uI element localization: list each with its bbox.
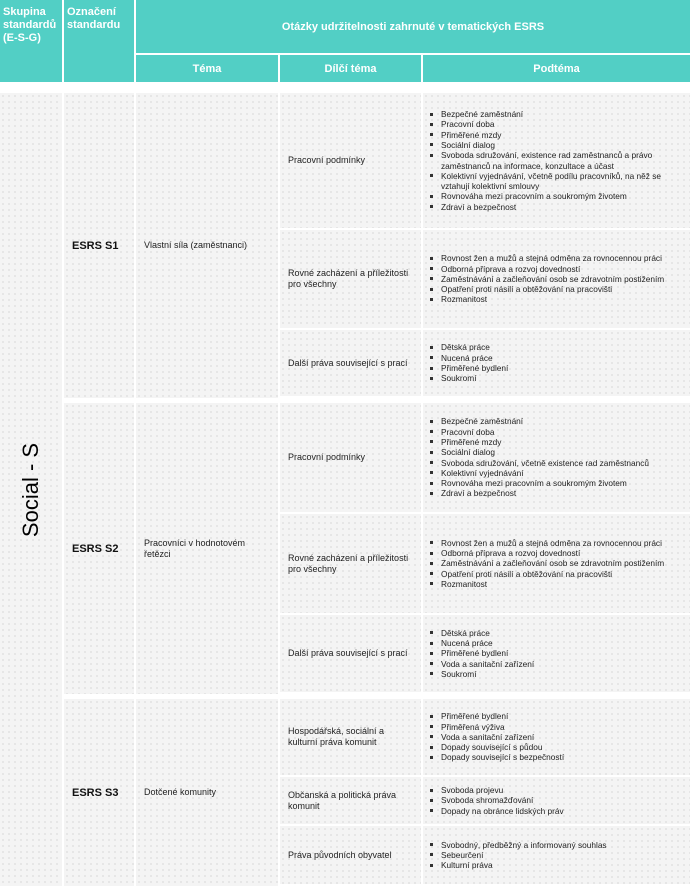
subtopic-item: Pracovní doba xyxy=(429,427,649,437)
header-col-podtema: Podtéma xyxy=(423,55,690,82)
subtopic-item: Svobodný, předběžný a informovaný souhlas xyxy=(429,840,607,850)
topic: Vlastní síla (zaměstnanci) xyxy=(136,93,278,398)
header-esrs-questions: Otázky udržitelnosti zahrnuté v tematických ESRS xyxy=(136,0,690,53)
topic: Dotčené komunity xyxy=(136,699,278,886)
subtopic-list xyxy=(429,785,564,816)
subtopic-item: Nucená práce xyxy=(429,353,508,363)
subtopic-item: Opatření proti násilí a obtěžování na pracovišti xyxy=(429,284,664,294)
subtopic-item: Rovnováha mezi pracovním a soukromým životem xyxy=(429,478,649,488)
subtopic-item: Nucená práce xyxy=(429,638,534,648)
subtopic-item: Dětská práce xyxy=(429,628,534,638)
subtopic-list-cell xyxy=(423,826,690,884)
subtopic-item: Zdraví a bezpečnost xyxy=(429,202,684,212)
subtopic-item: Bezpečné zaměstnání xyxy=(429,416,649,426)
subtopic-name: Pracovní podmínky xyxy=(280,403,421,512)
subtopic-item: Bezpečné zaměstnání xyxy=(429,109,684,119)
subtopic-item: Svoboda shromažďování xyxy=(429,795,564,805)
subtopic-list xyxy=(429,109,684,212)
subtopic-name: Rovné zacházení a příležitosti pro všechny xyxy=(280,230,421,328)
subtopic-item: Svoboda sdružování, existence rad zaměstnanců a právo zaměstnanců na informace, konzultace a účast xyxy=(429,150,684,171)
subtopic-item: Odborná příprava a rozvoj dovedností xyxy=(429,264,664,274)
subtopic-item: Přiměřená výživa xyxy=(429,722,564,732)
subtopic-item: Rozmanitost xyxy=(429,294,664,304)
subtopic-item: Rovnost žen a mužů a stejná odměna za rovnocennou práci xyxy=(429,538,664,548)
subtopic-item: Opatření proti násilí a obtěžování na pracovišti xyxy=(429,569,664,579)
subtopic-item: Odborná příprava a rozvoj dovedností xyxy=(429,548,664,558)
subtopic-item: Dopady související s půdou xyxy=(429,742,564,752)
subtopic-item: Zaměstnávání a začleňování osob se zdravotním postižením xyxy=(429,558,664,568)
subtopic-list xyxy=(429,416,649,498)
subtopic-list xyxy=(429,253,664,304)
subtopic-item: Přiměřené bydlení xyxy=(429,363,508,373)
subtopic-list-cell xyxy=(423,615,690,692)
subtopic-item: Dopady na obránce lidských práv xyxy=(429,806,564,816)
subtopic-item: Sebeurčení xyxy=(429,850,607,860)
subtopic-list-cell xyxy=(423,514,690,613)
subtopic-item: Rovnováha mezi pracovním a soukromým životem xyxy=(429,191,684,201)
subtopic-name: Další práva související s prací xyxy=(280,615,421,692)
subtopic-item: Dopady související s bezpečností xyxy=(429,752,564,762)
subtopic-item: Zdraví a bezpečnost xyxy=(429,488,649,498)
subtopic-list xyxy=(429,342,508,383)
subtopic-list-cell xyxy=(423,699,690,775)
subtopic-list-cell xyxy=(423,230,690,328)
subtopic-item: Dětská práce xyxy=(429,342,508,352)
subtopic-item: Voda a sanitační zařízení xyxy=(429,732,564,742)
subtopic-list-cell xyxy=(423,403,690,512)
subtopic-item: Zaměstnávání a začleňování osob se zdravotním postižením xyxy=(429,274,664,284)
subtopic-name: Pracovní podmínky xyxy=(280,93,421,228)
subtopic-list-cell xyxy=(423,93,690,228)
subtopic-item: Voda a sanitační zařízení xyxy=(429,659,534,669)
standard-code: ESRS S3 xyxy=(64,699,134,886)
subtopic-item: Soukromí xyxy=(429,669,534,679)
subtopic-item: Rozmanitost xyxy=(429,579,664,589)
standard-code: ESRS S1 xyxy=(64,93,134,398)
group-label-text: Social - S xyxy=(18,442,43,537)
header-col-dilci-tema: Dílčí téma xyxy=(280,55,421,82)
subtopic-list-cell xyxy=(423,330,690,396)
header-col-tema: Téma xyxy=(136,55,278,82)
subtopic-item: Rovnost žen a mužů a stejná odměna za rovnocennou práci xyxy=(429,253,664,263)
subtopic-item: Kolektivní vyjednávání xyxy=(429,468,649,478)
subtopic-item: Kolektivní vyjednávání, včetně podílu pracovníků, na něž se vztahují kolektivní smlouvy xyxy=(429,171,684,192)
subtopic-name: Další práva související s prací xyxy=(280,330,421,396)
subtopic-list-cell xyxy=(423,777,690,824)
subtopic-name: Občanská a politická práva komunit xyxy=(280,777,421,824)
subtopic-item: Sociální dialog xyxy=(429,140,684,150)
subtopic-list xyxy=(429,840,607,871)
subtopic-item: Přiměřené bydlení xyxy=(429,711,564,721)
subtopic-item: Přiměřené mzdy xyxy=(429,437,649,447)
subtopic-list xyxy=(429,538,664,589)
subtopic-item: Pracovní doba xyxy=(429,119,684,129)
subtopic-name: Práva původních obyvatel xyxy=(280,826,421,884)
group-label xyxy=(0,93,62,886)
subtopic-name: Rovné zacházení a příležitosti pro všechny xyxy=(280,514,421,613)
topic: Pracovníci v hodnotovém řetězci xyxy=(136,403,278,694)
subtopic-item: Soukromí xyxy=(429,373,508,383)
subtopic-name: Hospodářská, sociální a kulturní práva komunit xyxy=(280,699,421,775)
subtopic-item: Přiměřené mzdy xyxy=(429,130,684,140)
header-standard: Označení standardu xyxy=(64,0,134,82)
subtopic-item: Přiměřené bydlení xyxy=(429,648,534,658)
subtopic-list xyxy=(429,711,564,762)
subtopic-item: Kulturní práva xyxy=(429,860,607,870)
header-group: Skupina standardů (E-S-G) xyxy=(0,0,62,82)
subtopic-list xyxy=(429,628,534,679)
subtopic-item: Svoboda sdružování, včetně existence rad zaměstnanců xyxy=(429,458,649,468)
subtopic-item: Svoboda projevu xyxy=(429,785,564,795)
subtopic-item: Sociální dialog xyxy=(429,447,649,457)
standard-code: ESRS S2 xyxy=(64,403,134,694)
